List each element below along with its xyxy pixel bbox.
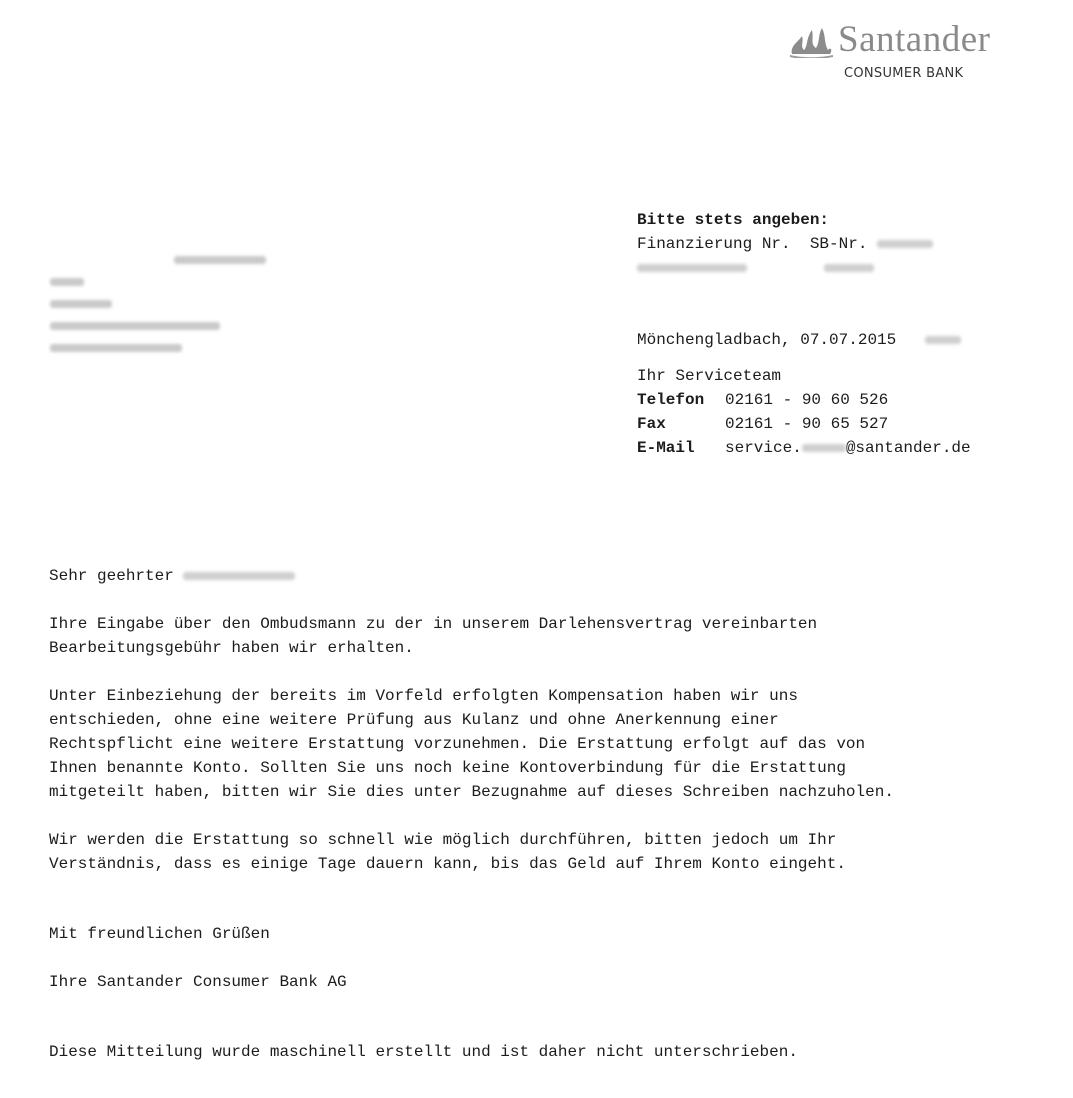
paragraph-1 <box>49 612 1049 660</box>
redacted-value <box>877 240 933 248</box>
paragraph-line: Verständnis, dass es einige Tage dauern kann, bis das Geld auf Ihrem Konto eingeht. <box>49 855 846 873</box>
redacted-line <box>50 278 84 286</box>
fax-label: Fax <box>637 415 666 433</box>
redacted-line <box>50 344 182 352</box>
paragraph-line: Unter Einbeziehung der bereits im Vorfeld erfolgten Kompensation haben wir uns <box>49 687 798 705</box>
letter-body <box>49 564 1049 1088</box>
phone-label: Telefon <box>637 391 705 409</box>
brand-wordmark: Santander <box>838 19 991 60</box>
reference-block <box>637 208 971 460</box>
closing-line <box>49 922 1049 946</box>
salutation: Sehr geehrter <box>49 567 174 585</box>
reference-values <box>637 256 971 280</box>
closing: Mit freundlichen Grüßen <box>49 925 270 943</box>
brand-subtitle: CONSUMER BANK <box>844 66 964 81</box>
flame-icon <box>788 24 834 58</box>
redacted-value <box>824 264 874 272</box>
salutation-line <box>49 564 1049 588</box>
redacted-value <box>637 264 747 272</box>
redacted-line <box>50 300 112 308</box>
paragraph-line: Bearbeitungsgebühr haben wir erhalten. <box>49 639 414 657</box>
phone-number: 02161 - 90 60 526 <box>725 391 889 409</box>
recipient-address <box>50 256 266 366</box>
redacted-line <box>50 322 220 330</box>
email-line <box>637 436 971 460</box>
paragraph-line: Ihnen benannte Konto. Sollten Sie uns noch keine Kontoverbindung für die Erstattung <box>49 759 846 777</box>
company-name: Ihre Santander Consumer Bank AG <box>49 973 347 991</box>
phone-line <box>637 388 971 412</box>
fax-number: 02161 - 90 65 527 <box>725 415 889 433</box>
company-line <box>49 970 1049 994</box>
email-label: E-Mail <box>637 439 695 457</box>
paragraph-line: Wir werden die Erstattung so schnell wie möglich durchführen, bitten jedoch um Ihr <box>49 831 837 849</box>
reference-labels <box>637 232 971 256</box>
paragraph-line: Ihre Eingabe über den Ombudsmann zu der in unserem Darlehensvertrag vereinbarten <box>49 615 818 633</box>
redacted-value <box>802 444 846 452</box>
footer-note: Diese Mitteilung wurde maschinell erstellt und ist daher nicht unterschrieben. <box>49 1043 798 1061</box>
place-date: Mönchengladbach, 07.07.2015 <box>637 331 897 349</box>
financing-label: Finanzierung Nr. <box>637 235 791 253</box>
redacted-name <box>183 572 295 580</box>
reference-heading: Bitte stets angeben: <box>637 211 830 229</box>
email-prefix: service. <box>725 439 802 457</box>
service-team: Ihr Serviceteam <box>637 367 782 385</box>
paragraph-3 <box>49 828 1049 876</box>
fax-line <box>637 412 971 436</box>
paragraph-line: entschieden, ohne eine weitere Prüfung aus Kulanz und ohne Anerkennung einer <box>49 711 779 729</box>
sb-label: SB-Nr. <box>809 235 868 253</box>
email-suffix: @santander.de <box>845 439 971 457</box>
paragraph-line: mitgeteilt haben, bitten wir Sie dies unter Bezugnahme auf dieses Schreiben nachzuholen. <box>49 783 894 801</box>
paragraph-line: Rechtspflicht eine weitere Erstattung vorzunehmen. Die Erstattung erfolgt auf das von <box>49 735 866 753</box>
redacted-value <box>925 336 961 344</box>
redacted-line <box>174 256 266 264</box>
place-date-line <box>637 328 971 352</box>
paragraph-2 <box>49 684 1049 804</box>
santander-logo <box>788 19 1018 86</box>
footer-line <box>49 1040 1049 1064</box>
